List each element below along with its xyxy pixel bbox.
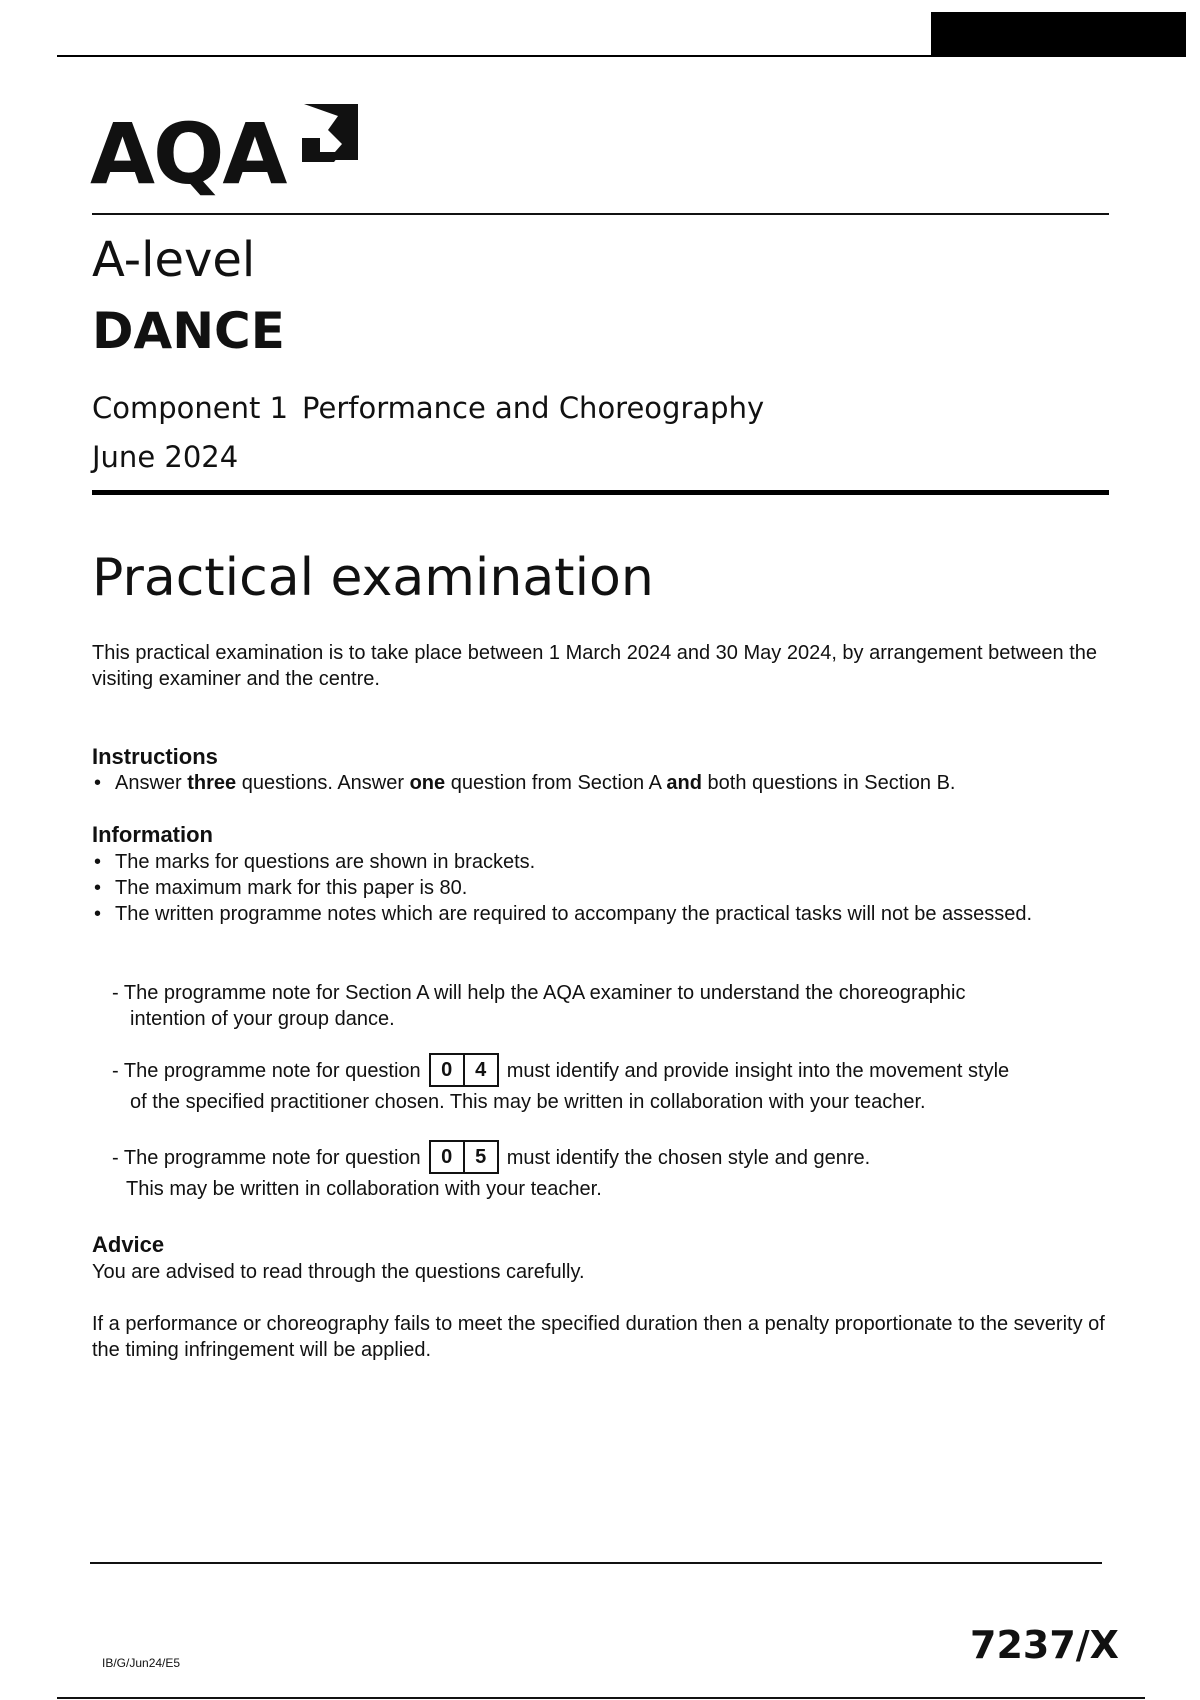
logo-mark-icon bbox=[298, 100, 360, 166]
intro-paragraph: This practical examination is to take place between 1 March 2024 and 30 May 2024, by arrangement between the visiting examiner and the centre. bbox=[92, 642, 1098, 690]
instructions-bullet: • Answer three questions. Answer one question from Section A and both questions in Section B. bbox=[92, 770, 1112, 796]
programme-note-section-a: - The programme note for Section A will help the AQA examiner to understand the choreographic intention of your group dance. bbox=[112, 982, 966, 1030]
question-number-box: 0 5 bbox=[429, 1140, 499, 1174]
question-number-box: 0 4 bbox=[429, 1053, 499, 1087]
advice-heading: Advice bbox=[92, 1232, 165, 1257]
component-label: Component 1 bbox=[92, 391, 289, 425]
instructions-heading: Instructions bbox=[92, 744, 218, 769]
redaction-block bbox=[931, 12, 1186, 57]
programme-note-question-04: - The programme note for question 0 4 must identify and provide insight into the movement style of the specified practitioner chosen. This may be written in collaboration with your teacher. bbox=[112, 1054, 1112, 1115]
information-bullet: • The maximum mark for this paper is 80. bbox=[92, 875, 1052, 901]
subject-title: DANCE bbox=[92, 302, 285, 360]
top-rule bbox=[57, 55, 1145, 57]
information-bullet: • The written programme notes which are required to accompany the practical tasks will not be assessed. bbox=[92, 901, 1052, 927]
information-bullet: • The marks for questions are shown in brackets. bbox=[92, 849, 1052, 875]
aqa-logo bbox=[90, 100, 360, 210]
exam-series: June 2024 bbox=[92, 440, 239, 474]
advice-paragraph: If a performance or choreography fails to meet the specified duration then a penalty proportionate to the severity of the timing infringement will be applied. bbox=[92, 1313, 1105, 1361]
paper-code: 7237/X bbox=[970, 1623, 1119, 1667]
component-title: Performance and Choreography bbox=[302, 391, 765, 425]
instructions-list bbox=[92, 770, 1112, 796]
header-rule bbox=[92, 213, 1109, 215]
bottom-rule bbox=[57, 1697, 1145, 1699]
logo-text: AQA bbox=[90, 105, 286, 203]
page-title: Practical examination bbox=[92, 548, 654, 608]
footer-rule bbox=[90, 1562, 1102, 1564]
programme-note-question-05: - The programme note for question 0 5 must identify the chosen style and genre. This may be written in collaboration with your teacher. bbox=[112, 1141, 1112, 1202]
information-list bbox=[92, 849, 1052, 927]
information-heading: Information bbox=[92, 822, 213, 847]
qualification-level: A-level bbox=[92, 232, 256, 288]
reference-code: IB/G/Jun24/E5 bbox=[102, 1656, 181, 1670]
title-rule bbox=[92, 490, 1109, 495]
advice-paragraph: You are advised to read through the questions carefully. bbox=[92, 1261, 585, 1283]
component-line bbox=[92, 391, 765, 425]
